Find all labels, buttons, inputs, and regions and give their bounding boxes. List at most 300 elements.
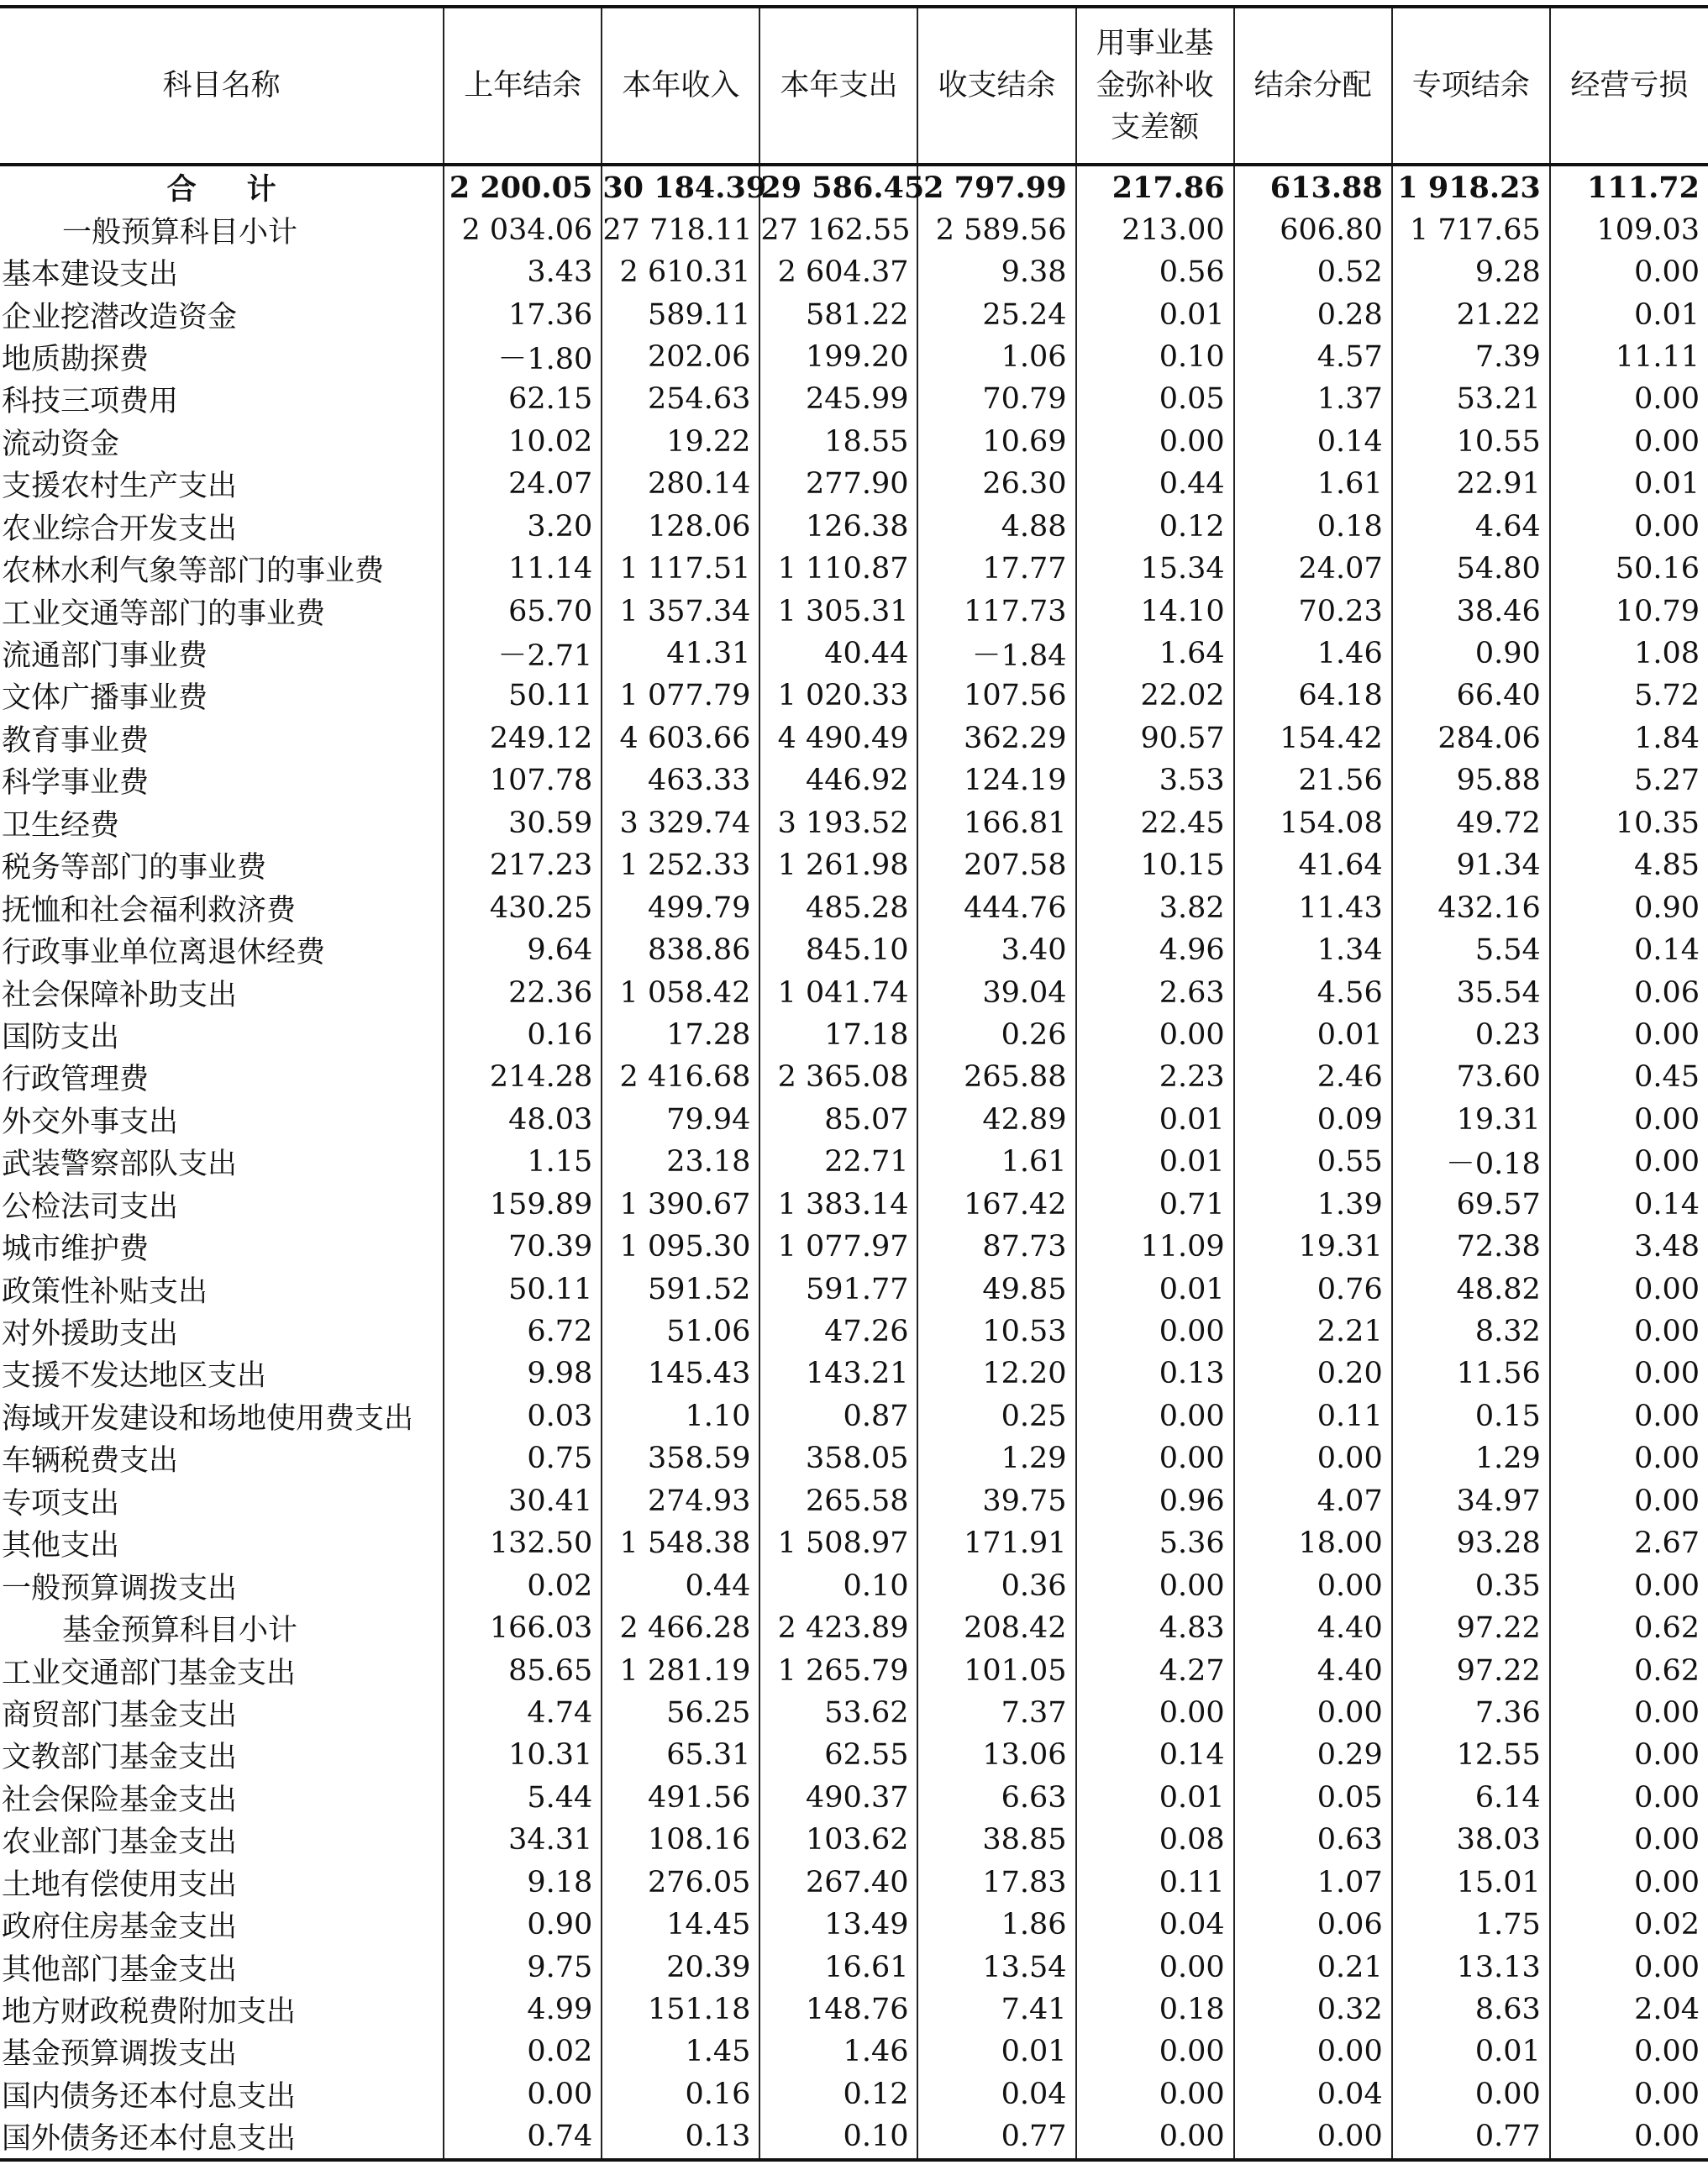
cell-fund-offset-difference: 0.01 [1076,293,1234,335]
cell-item-name: 工业交通部门基金支出 [2,1656,297,1690]
cell-current-year-expenditure: 148.76 [759,1989,917,2031]
cell-operating-loss: 0.00 [1550,1564,1708,1606]
cell-special-surplus: 35.54 [1392,971,1550,1013]
cell-current-year-expenditure: 265.58 [759,1480,917,1522]
cell-operating-loss: 3.48 [1550,1226,1708,1268]
cell-special-surplus: 73.60 [1392,1056,1550,1098]
cell-current-year-revenue: 1 357.34 [602,590,759,632]
cell-surplus-distribution: 0.32 [1234,1989,1392,2031]
table-row [0,1904,1708,1946]
cell-current-year-revenue: 1 548.38 [602,1522,759,1564]
cell-revenue-expenditure-balance: 7.37 [917,1692,1075,1734]
cell-current-year-expenditure: 27 162.55 [759,208,917,250]
cell-revenue-expenditure-balance: 362.29 [917,717,1075,759]
cell-item-name: 科技三项费用 [2,385,179,419]
cell-current-year-revenue: 30 184.39 [602,165,759,208]
cell-current-year-expenditure: 0.10 [759,1564,917,1606]
cell-surplus-distribution: 1.46 [1234,633,1392,675]
cell-current-year-revenue: 0.44 [602,1564,759,1606]
cell-special-surplus: 4.64 [1392,506,1550,548]
cell-special-surplus: 1 717.65 [1392,208,1550,250]
header-row [0,7,1708,165]
cell-special-surplus: 0.01 [1392,2031,1550,2073]
cell-current-year-expenditure: 4 490.49 [759,717,917,759]
cell-surplus-distribution: 154.08 [1234,802,1392,844]
cell-special-surplus: 6.14 [1392,1777,1550,1819]
table-header [0,7,1708,165]
cell-current-year-expenditure: 591.77 [759,1268,917,1310]
cell-item-name: 基金预算调拨支出 [2,2037,238,2072]
cell-prior-year-balance: 17.36 [444,293,602,335]
cell-operating-loss: 10.79 [1550,590,1708,632]
cell-surplus-distribution: 0.18 [1234,506,1392,548]
cell-operating-loss: 0.00 [1550,1946,1708,1988]
table-row [0,506,1708,548]
cell-item-name: 抚恤和社会福利救济费 [2,893,297,927]
cell-current-year-revenue: 1 077.79 [602,675,759,717]
cell-surplus-distribution: 0.63 [1234,1819,1392,1861]
cell-item-name: 文教部门基金支出 [2,1741,238,1775]
table-row [0,336,1708,378]
cell-prior-year-balance: 11.14 [444,548,602,590]
cell-item-name: 流通部门事业费 [2,639,208,674]
cell-operating-loss: 111.72 [1550,165,1708,208]
header-current-year-expenditure: 本年支出 [759,7,917,165]
cell-fund-offset-difference: 0.01 [1076,1777,1234,1819]
table-row [0,590,1708,632]
cell-fund-offset-difference: 10.15 [1076,844,1234,886]
cell-operating-loss: 0.00 [1550,1734,1708,1776]
cell-special-surplus: 7.36 [1392,1692,1550,1734]
cell-operating-loss: 0.14 [1550,1184,1708,1226]
cell-fund-offset-difference: 0.71 [1076,1184,1234,1226]
cell-fund-offset-difference: 11.09 [1076,1226,1234,1268]
cell-special-surplus: 38.46 [1392,590,1550,632]
fiscal-balance-table [0,5,1708,2162]
cell-current-year-revenue: 108.16 [602,1819,759,1861]
cell-surplus-distribution: 18.00 [1234,1522,1392,1564]
cell-item-name: 海域开发建设和场地使用费支出 [2,1401,414,1436]
table-row [0,971,1708,1013]
cell-item-name: 其他支出 [2,1529,120,1563]
cell-prior-year-balance: 159.89 [444,1184,602,1226]
cell-surplus-distribution: 0.00 [1234,1437,1392,1479]
cell-revenue-expenditure-balance: 0.26 [917,1014,1075,1056]
cell-prior-year-balance: 2 034.06 [444,208,602,250]
cell-special-surplus: 284.06 [1392,717,1550,759]
header-fund-offset-difference [1076,7,1234,165]
header-operating-loss: 经营亏损 [1550,7,1708,165]
table-row [0,759,1708,801]
cell-fund-offset-difference: 1.64 [1076,633,1234,675]
cell-prior-year-balance: 6.72 [444,1311,602,1353]
cell-fund-offset-difference: 0.00 [1076,1692,1234,1734]
cell-item-name: 农林水利气象等部门的事业费 [2,554,385,589]
cell-surplus-distribution: 0.09 [1234,1099,1392,1141]
cell-current-year-expenditure: 22.71 [759,1141,917,1183]
cell-prior-year-balance: 107.78 [444,759,602,801]
cell-fund-offset-difference: 0.00 [1076,1437,1234,1479]
cell-special-surplus: 432.16 [1392,886,1550,928]
cell-special-surplus: 72.38 [1392,1226,1550,1268]
cell-operating-loss: 2.67 [1550,1522,1708,1564]
cell-current-year-expenditure: 1 383.14 [759,1184,917,1226]
cell-revenue-expenditure-balance: 3.40 [917,929,1075,971]
cell-fund-offset-difference: 3.82 [1076,886,1234,928]
cell-special-surplus: 54.80 [1392,548,1550,590]
cell-item-name: 地方财政税费附加支出 [2,1995,297,2030]
cell-revenue-expenditure-balance: 10.53 [917,1311,1075,1353]
cell-operating-loss: 0.00 [1550,1819,1708,1861]
cell-prior-year-balance: 9.75 [444,1946,602,1988]
cell-surplus-distribution: 4.56 [1234,971,1392,1013]
cell-operating-loss: 0.06 [1550,971,1708,1013]
cell-prior-year-balance: 9.18 [444,1862,602,1904]
cell-current-year-expenditure: 16.61 [759,1946,917,1988]
cell-surplus-distribution: 19.31 [1234,1226,1392,1268]
cell-current-year-revenue: 1.45 [602,2031,759,2073]
cell-item-name: 流动资金 [2,427,120,461]
cell-revenue-expenditure-balance: 49.85 [917,1268,1075,1310]
cell-current-year-revenue: 145.43 [602,1353,759,1395]
table-row [0,1184,1708,1226]
cell-item-name: 国防支出 [2,1020,120,1054]
cell-fund-offset-difference: 0.44 [1076,463,1234,505]
cell-revenue-expenditure-balance: 39.04 [917,971,1075,1013]
cell-current-year-expenditure: 0.12 [759,2073,917,2115]
cell-operating-loss: 1.08 [1550,633,1708,675]
cell-current-year-expenditure: 85.07 [759,1099,917,1141]
cell-current-year-revenue: 151.18 [602,1989,759,2031]
cell-current-year-revenue: 0.13 [602,2115,759,2159]
cell-special-surplus: 34.97 [1392,1480,1550,1522]
cell-current-year-expenditure: 1.46 [759,2031,917,2073]
cell-surplus-distribution: 0.28 [1234,293,1392,335]
cell-prior-year-balance: 217.23 [444,844,602,886]
cell-special-surplus: 91.34 [1392,844,1550,886]
cell-item-name: 卫生经费 [2,808,120,843]
cell-special-surplus: 12.55 [1392,1734,1550,1776]
cell-fund-offset-difference: 0.08 [1076,1819,1234,1861]
cell-prior-year-balance: 166.03 [444,1607,602,1649]
cell-revenue-expenditure-balance: 107.56 [917,675,1075,717]
cell-fund-offset-difference: 0.00 [1076,2031,1234,2073]
cell-item-name: 税务等部门的事业费 [2,851,267,885]
cell-operating-loss: 0.02 [1550,1904,1708,1946]
table-body [0,165,1708,2160]
cell-prior-year-balance: 249.12 [444,717,602,759]
cell-item-name: 基金预算科目小计 [62,1614,298,1648]
cell-operating-loss: 0.00 [1550,421,1708,463]
cell-current-year-revenue: 202.06 [602,336,759,378]
cell-fund-offset-difference: 4.96 [1076,929,1234,971]
cell-prior-year-balance: 0.90 [444,1904,602,1946]
cell-revenue-expenditure-balance: 25.24 [917,293,1075,335]
table-row [0,1819,1708,1861]
cell-current-year-expenditure: 47.26 [759,1311,917,1353]
table-row [0,717,1708,759]
cell-revenue-expenditure-balance: 4.88 [917,506,1075,548]
cell-current-year-revenue: 2 466.28 [602,1607,759,1649]
header-current-year-revenue: 本年收入 [602,7,759,165]
cell-special-surplus: 11.56 [1392,1353,1550,1395]
cell-operating-loss: 0.62 [1550,1607,1708,1649]
cell-surplus-distribution: 21.56 [1234,759,1392,801]
cell-prior-year-balance: 62.15 [444,378,602,420]
cell-operating-loss: 109.03 [1550,208,1708,250]
cell-item-name: 合计 [166,172,327,208]
cell-current-year-expenditure: 29 586.45 [759,165,917,208]
cell-operating-loss: 0.14 [1550,929,1708,971]
cell-surplus-distribution: 606.80 [1234,208,1392,250]
cell-special-surplus: 0.00 [1392,2073,1550,2115]
table-row [0,929,1708,971]
table-row [0,1099,1708,1141]
cell-current-year-revenue: 23.18 [602,1141,759,1183]
table-row [0,633,1708,675]
cell-surplus-distribution: 1.37 [1234,378,1392,420]
cell-operating-loss: 0.01 [1550,293,1708,335]
cell-current-year-revenue: 14.45 [602,1904,759,1946]
cell-item-name: 对外援助支出 [2,1317,179,1352]
cell-current-year-expenditure: 40.44 [759,633,917,675]
table-row [0,421,1708,463]
cell-item-name: 企业挖潜改造资金 [2,300,238,334]
header-revenue-expenditure-balance: 收支结余 [917,7,1075,165]
cell-current-year-expenditure: 143.21 [759,1353,917,1395]
cell-current-year-revenue: 1.10 [602,1395,759,1437]
cell-current-year-expenditure: 1 041.74 [759,971,917,1013]
cell-prior-year-balance: 30.59 [444,802,602,844]
cell-fund-offset-difference: 15.34 [1076,548,1234,590]
cell-prior-year-balance: 65.70 [444,590,602,632]
cell-operating-loss: 0.00 [1550,1862,1708,1904]
cell-item-name: 社会保险基金支出 [2,1783,238,1817]
cell-prior-year-balance: 0.75 [444,1437,602,1479]
cell-fund-offset-difference: 5.36 [1076,1522,1234,1564]
table-row [0,1989,1708,2031]
cell-operating-loss: 5.72 [1550,675,1708,717]
cell-revenue-expenditure-balance: 6.63 [917,1777,1075,1819]
cell-item-name: 政府住房基金支出 [2,1910,238,1945]
cell-special-surplus: 49.72 [1392,802,1550,844]
cell-fund-offset-difference: 0.01 [1076,1141,1234,1183]
cell-operating-loss: 0.00 [1550,1777,1708,1819]
cell-operating-loss: 0.00 [1550,1353,1708,1395]
cell-current-year-revenue: 17.28 [602,1014,759,1056]
cell-surplus-distribution: 0.76 [1234,1268,1392,1310]
cell-current-year-expenditure: 245.99 [759,378,917,420]
table-row [0,548,1708,590]
cell-prior-year-balance: 5.44 [444,1777,602,1819]
cell-current-year-revenue: 51.06 [602,1311,759,1353]
cell-special-surplus: 8.63 [1392,1989,1550,2031]
table-row [0,1649,1708,1691]
cell-current-year-revenue: 1 095.30 [602,1226,759,1268]
cell-prior-year-balance: 70.39 [444,1226,602,1268]
cell-operating-loss: 0.00 [1550,1141,1708,1183]
cell-item-name: 公检法司支出 [2,1190,179,1224]
cell-current-year-revenue: 27 718.11 [602,208,759,250]
cell-revenue-expenditure-balance: 0.36 [917,1564,1075,1606]
header-prior-year-balance: 上年结余 [444,7,602,165]
table-row [0,1692,1708,1734]
cell-item-name: 政策性补贴支出 [2,1274,208,1309]
cell-revenue-expenditure-balance: 444.76 [917,886,1075,928]
cell-prior-year-balance: 4.74 [444,1692,602,1734]
cell-prior-year-balance: 4.99 [444,1989,602,2031]
cell-prior-year-balance: 0.02 [444,2031,602,2073]
cell-item-name: 专项支出 [2,1486,120,1521]
cell-special-surplus: －0.18 [1392,1141,1550,1183]
cell-prior-year-balance: 9.64 [444,929,602,971]
cell-special-surplus: 0.35 [1392,1564,1550,1606]
cell-fund-offset-difference: 0.96 [1076,1480,1234,1522]
cell-prior-year-balance: 50.11 [444,675,602,717]
table-row [0,675,1708,717]
cell-current-year-revenue: 1 252.33 [602,844,759,886]
cell-current-year-expenditure: 1 265.79 [759,1649,917,1691]
cell-surplus-distribution: 41.64 [1234,844,1392,886]
cell-item-name: 土地有偿使用支出 [2,1868,238,1902]
cell-current-year-expenditure: 2 365.08 [759,1056,917,1098]
cell-current-year-revenue: 838.86 [602,929,759,971]
cell-revenue-expenditure-balance: 0.25 [917,1395,1075,1437]
cell-special-surplus: 0.23 [1392,1014,1550,1056]
cell-revenue-expenditure-balance: 10.69 [917,421,1075,463]
cell-current-year-revenue: 463.33 [602,759,759,801]
table-row [0,1311,1708,1353]
cell-surplus-distribution: 0.01 [1234,1014,1392,1056]
cell-operating-loss: 0.00 [1550,1480,1708,1522]
cell-prior-year-balance: 0.03 [444,1395,602,1437]
cell-revenue-expenditure-balance: 39.75 [917,1480,1075,1522]
cell-item-name: 基本建设支出 [2,258,179,292]
cell-fund-offset-difference: 0.05 [1076,378,1234,420]
cell-current-year-revenue: 254.63 [602,378,759,420]
cell-item-name: 行政事业单位离退休经费 [2,936,326,970]
cell-special-surplus: 69.57 [1392,1184,1550,1226]
cell-fund-offset-difference: 0.00 [1076,2073,1234,2115]
cell-special-surplus: 66.40 [1392,675,1550,717]
table-row [0,1395,1708,1437]
cell-fund-offset-difference: 0.18 [1076,1989,1234,2031]
cell-prior-year-balance: 0.16 [444,1014,602,1056]
cell-revenue-expenditure-balance: 17.83 [917,1862,1075,1904]
cell-current-year-revenue: 19.22 [602,421,759,463]
cell-current-year-revenue: 2 416.68 [602,1056,759,1098]
cell-operating-loss: 0.00 [1550,2031,1708,2073]
cell-current-year-revenue: 0.16 [602,2073,759,2115]
cell-current-year-expenditure: 446.92 [759,759,917,801]
cell-fund-offset-difference: 0.00 [1076,421,1234,463]
cell-revenue-expenditure-balance: 38.85 [917,1819,1075,1861]
header-fund-offset-label: 用事业基金弥补收支差额 [1096,27,1214,144]
cell-current-year-revenue: 1 058.42 [602,971,759,1013]
cell-surplus-distribution: 0.52 [1234,251,1392,293]
cell-fund-offset-difference: 0.11 [1076,1862,1234,1904]
cell-special-surplus: 1.75 [1392,1904,1550,1946]
cell-surplus-distribution: 4.07 [1234,1480,1392,1522]
cell-surplus-distribution: 1.34 [1234,929,1392,971]
cell-item-name: 地质勘探费 [2,342,150,376]
cell-revenue-expenditure-balance: 2 797.99 [917,165,1075,208]
cell-revenue-expenditure-balance: 0.04 [917,2073,1075,2115]
cell-current-year-expenditure: 62.55 [759,1734,917,1776]
cell-current-year-expenditure: 13.49 [759,1904,917,1946]
cell-prior-year-balance: 10.02 [444,421,602,463]
cell-operating-loss: 0.00 [1550,2073,1708,2115]
cell-surplus-distribution: 1.07 [1234,1862,1392,1904]
cell-prior-year-balance: 132.50 [444,1522,602,1564]
cell-special-surplus: 0.90 [1392,633,1550,675]
cell-current-year-expenditure: 1 110.87 [759,548,917,590]
cell-operating-loss: 0.00 [1550,1395,1708,1437]
cell-current-year-revenue: 276.05 [602,1862,759,1904]
cell-current-year-expenditure: 1 508.97 [759,1522,917,1564]
table-row [0,293,1708,335]
cell-revenue-expenditure-balance: 12.20 [917,1353,1075,1395]
cell-surplus-distribution: 0.29 [1234,1734,1392,1776]
cell-item-name: 城市维护费 [2,1232,150,1267]
cell-special-surplus: 1.29 [1392,1437,1550,1479]
cell-prior-year-balance: 3.43 [444,251,602,293]
cell-special-surplus: 0.77 [1392,2115,1550,2159]
cell-fund-offset-difference: 0.00 [1076,1311,1234,1353]
cell-surplus-distribution: 0.20 [1234,1353,1392,1395]
cell-current-year-revenue: 591.52 [602,1268,759,1310]
cell-current-year-revenue: 358.59 [602,1437,759,1479]
cell-current-year-expenditure: 845.10 [759,929,917,971]
cell-prior-year-balance: 9.98 [444,1353,602,1395]
cell-current-year-expenditure: 581.22 [759,293,917,335]
table-row [0,1734,1708,1776]
cell-current-year-expenditure: 485.28 [759,886,917,928]
cell-special-surplus: 13.13 [1392,1946,1550,1988]
cell-prior-year-balance: 214.28 [444,1056,602,1098]
cell-prior-year-balance: 1.15 [444,1141,602,1183]
cell-current-year-revenue: 4 603.66 [602,717,759,759]
table-row [0,1141,1708,1183]
cell-operating-loss: 0.00 [1550,506,1708,548]
cell-operating-loss: 1.84 [1550,717,1708,759]
cell-item-name: 外交外事支出 [2,1105,179,1139]
cell-special-surplus: 8.32 [1392,1311,1550,1353]
cell-item-name: 商贸部门基金支出 [2,1698,238,1732]
cell-fund-offset-difference: 3.53 [1076,759,1234,801]
cell-revenue-expenditure-balance: 208.42 [917,1607,1075,1649]
cell-item-name: 国外债务还本付息支出 [0,2115,444,2159]
cell-current-year-expenditure: 358.05 [759,1437,917,1479]
cell-fund-offset-difference: 14.10 [1076,590,1234,632]
table-row [0,251,1708,293]
cell-prior-year-balance: 85.65 [444,1649,602,1691]
cell-special-surplus: 1 918.23 [1392,165,1550,208]
cell-revenue-expenditure-balance: 0.01 [917,2031,1075,2073]
cell-item-name: 一般预算科目小计 [62,215,298,250]
cell-current-year-expenditure: 0.10 [759,2115,917,2159]
cell-item-name: 农业综合开发支出 [2,512,238,546]
table-row [0,1056,1708,1098]
cell-item-name: 武装警察部队支出 [2,1148,238,1182]
cell-current-year-revenue: 128.06 [602,506,759,548]
cell-operating-loss: 0.00 [1550,251,1708,293]
cell-prior-year-balance: －2.71 [444,633,602,675]
cell-item-name: 行政管理费 [2,1063,150,1097]
cell-prior-year-balance: 0.02 [444,1564,602,1606]
cell-fund-offset-difference: 22.45 [1076,802,1234,844]
cell-prior-year-balance: 2 200.05 [444,165,602,208]
